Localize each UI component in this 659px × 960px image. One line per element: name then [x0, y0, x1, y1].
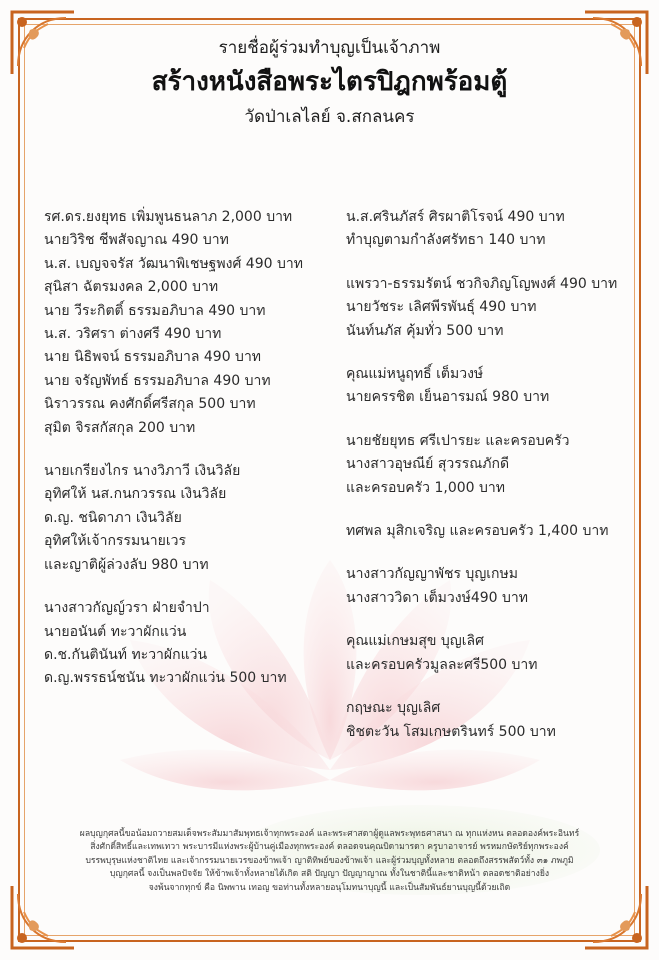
- donor-line: ด.ญ. ชนิดาภา เงินวิลัย: [44, 509, 182, 526]
- group-spacer: [346, 610, 636, 630]
- group-spacer: [346, 343, 636, 363]
- donor-list-right-column: [346, 206, 636, 744]
- donor-list-left-column: [44, 206, 334, 691]
- donor-line: รศ.ดร.ยงยุทธ เพิ่มพูนธนลาภ 2,000 บาท: [44, 209, 293, 225]
- donor-line: กฤษณะ บุญเลิศ: [346, 700, 441, 717]
- page-title: สร้างหนังสือพระไตรปิฎกพร้อมตู้: [151, 67, 508, 97]
- donor-line: ด.ญ.พรรธน์ชนัน ทะวาผักแว่น 500 บาท: [44, 670, 287, 687]
- dedication-line: สิ่งศักดิ์สิทธิ์และเทพเทวา พระบารมีแห่งพระผู้บ้านคู่เมืองทุกพระองค์ ตลอดจนคุณบิดามารดา ครูบาอาจารย์ พรหมกษัตริย์ทุกพระองค์: [90, 842, 569, 853]
- donor-line: อุทิศให้ นส.กนกวรรณ เงินวิลัย: [44, 486, 227, 503]
- group-spacer: [346, 500, 636, 520]
- donor-group: [346, 206, 636, 253]
- group-spacer: [44, 440, 334, 460]
- dedication-text: [44, 828, 615, 895]
- donor-group: [44, 597, 334, 691]
- donor-group: [346, 273, 636, 343]
- donor-line: ทำบุญตามกำลังศรัทธา 140 บาท: [346, 232, 546, 249]
- group-spacer: [346, 543, 636, 563]
- dedication-line: ผลบุญกุศลนี้ขอน้อมถวายสมเด็จพระสัมมาสัมพุทธเจ้าทุกพระองค์ และพระศาสดาผู้ดูแลพระพุทธศาสนา ณ ทุกแห่งหน ตลอดองค์พระอินทร์: [79, 829, 580, 839]
- donor-line: คุณแม่หนูฤทธิ์ เต็มวงษ์: [346, 366, 484, 383]
- donor-line: นายชัยยุทธ ศรีเปารยะ และครอบครัว: [346, 432, 570, 449]
- donor-group: [346, 697, 636, 744]
- donor-line: ทศพล มุสิกเจริญ และครอบครัว 1,400 บาท: [346, 523, 609, 540]
- donor-line: และครอบครัวมูลละศรี500 บาท: [346, 656, 538, 673]
- donor-group: [346, 630, 636, 677]
- dedication-line: บรรพบุรุษแห่งชาติไทย และเจ้ากรรมนายเวรของข้าพเจ้า ญาติทิพย์ของข้าพเจ้า และผู้ร่วมบุญทั้งหลาย ตลอดถึงสรรพสัตว์ทั้ง ๓๑ ภพภูมิ: [85, 855, 574, 866]
- donor-line: และครอบครัว 1,000 บาท: [346, 479, 506, 496]
- donor-line: นายวัชระ เลิศพีรพันธุ์ 490 บาท: [346, 299, 537, 316]
- donor-line: นายวิริช ชีพสัจญาณ 490 บาท: [44, 232, 229, 249]
- donor-group: [44, 460, 334, 577]
- donor-line: แพรวา-ธรรมรัตน์ ชวกิจภิญโญพงศ์ 490 บาท: [346, 275, 618, 292]
- donor-line: อุทิศให้เจ้ากรรมนายเวร: [44, 533, 186, 550]
- donor-line: นันท์นภัส คุ้มทั่ว 500 บาท: [346, 322, 504, 339]
- donor-group: [346, 430, 636, 500]
- donor-line: นิราวรรณ คงศักดิ์ศรีสกุล 500 บาท: [44, 396, 256, 413]
- dedication-line: บุญกุศลนี้ จงเป็นพลปัจจัย ให้ข้าพเจ้าทั้งหลายได้เกิด สติ ปัญญา ปัญญาญาณ ทั้งในชาตินี้และชาติหน้า ตลอดชาติอย่างยิ่ง: [109, 869, 550, 880]
- donor-line: คุณแม่เกษมสุข บุญเลิศ: [346, 633, 484, 650]
- donor-group: [346, 563, 636, 610]
- donor-line: ด.ช.กันตินันท์ ทะวาผักแว่น: [44, 646, 208, 663]
- donor-line: นาย จรัญพัทธ์ ธรรมอภิบาล 490 บาท: [44, 372, 271, 389]
- donor-line: นางสาวกัญญาพัชร บุญเกษม: [346, 566, 518, 583]
- donor-line: น.ส. วริศรา ต่างศรี 490 บาท: [44, 326, 222, 343]
- donor-group: [346, 520, 636, 543]
- donor-line: นาย วีระกิตติ์ ธรรมอภิบาล 490 บาท: [44, 302, 266, 319]
- donor-group: [346, 363, 636, 410]
- group-spacer: [346, 677, 636, 697]
- donor-line: น.ส.ศรินภัสร์ ศิรผาติโรจน์ 490 บาท: [346, 209, 565, 225]
- donor-line: น.ส. เบญจจรัส วัฒนาพิเชษฐพงศ์ 490 บาท: [44, 255, 303, 272]
- donor-line: สุมิต จิรสกัสกุล 200 บาท: [44, 419, 196, 436]
- donor-line: นางสาวอุษณีย์ สุวรรณภักดี: [346, 456, 510, 473]
- donor-line: นายเกรียงไกร นางวิภาวี เงินวิลัย: [44, 463, 241, 480]
- donor-line: นายครรชิต เย็นอารมณ์ 980 บาท: [346, 389, 550, 406]
- document-header: [0, 36, 659, 130]
- group-spacer: [346, 253, 636, 273]
- donor-line: สุนิสา ฉัตรมงคล 2,000 บาท: [44, 279, 219, 296]
- header-subtitle: รายชื่อผู้ร่วมทำบุญเป็นเจ้าภาพ: [218, 38, 441, 58]
- donor-line: นายอนันต์ ทะวาผักแว่น: [44, 623, 187, 640]
- donor-line: และญาติผู้ล่วงลับ 980 บาท: [44, 556, 209, 573]
- temple-location: วัดป่าเลไลย์ จ.สกลนคร: [244, 107, 415, 127]
- donor-line: นาย นิธิพจน์ ธรรมอภิบาล 490 บาท: [44, 349, 262, 366]
- donor-line: ชิชตะวัน โสมเกษตรินทร์ 500 บาท: [346, 723, 556, 740]
- donor-line: นางสาววิดา เต็มวงษ์490 บาท: [346, 589, 528, 606]
- group-spacer: [44, 577, 334, 597]
- donor-group: [44, 206, 334, 440]
- donor-line: นางสาวกัญญ์วรา ฝ่ายจำปา: [44, 600, 210, 617]
- dedication-line: จงพ้นจากทุกข์ คือ นิพพาน เทอญ ขอท่านทั้งหลายอนุโมทนาบุญนี้ และเป็นสัมพันธ์ยานบุญนี้ด้วยเถิด: [148, 882, 511, 893]
- group-spacer: [346, 410, 636, 430]
